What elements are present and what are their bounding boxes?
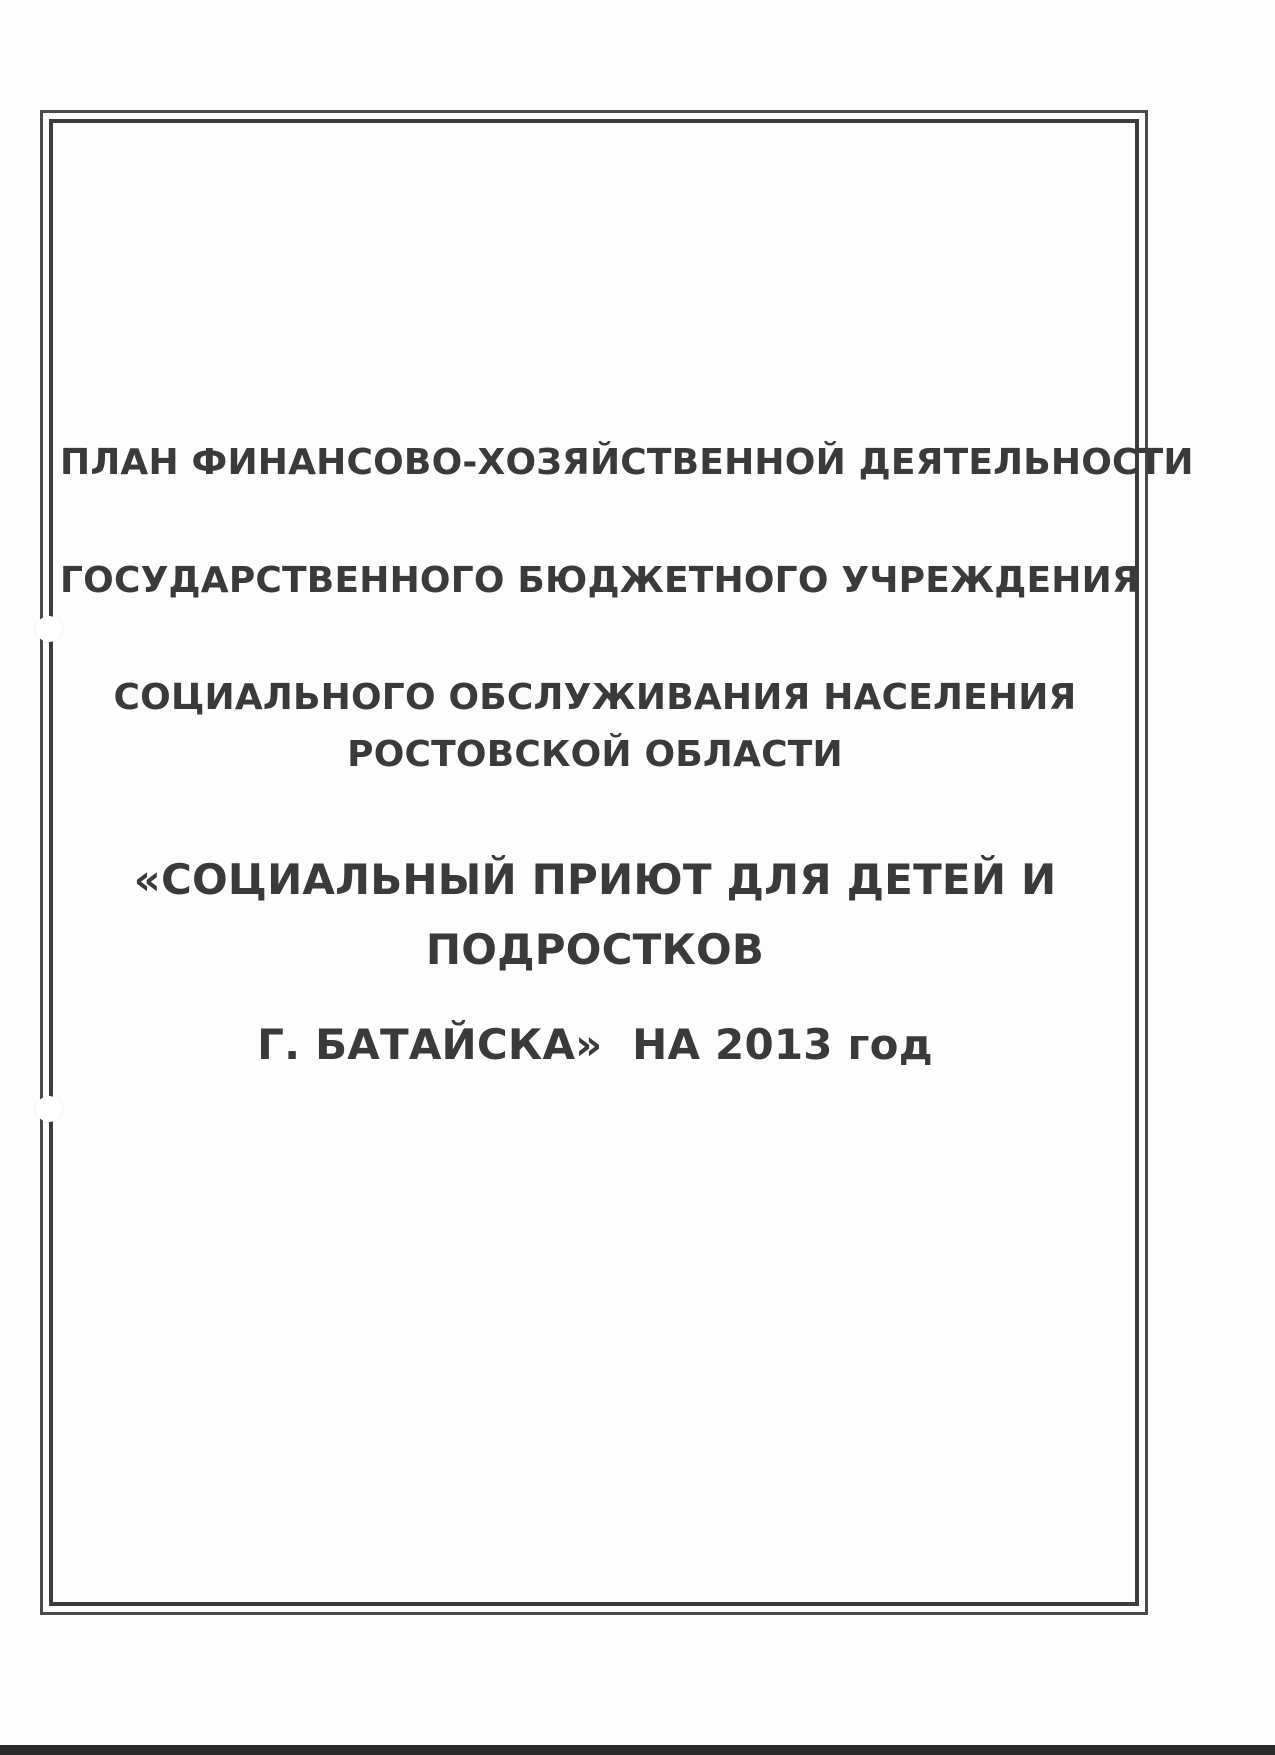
title-line-3: СОЦИАЛЬНОГО ОБСЛУЖИВАНИЯ НАСЕЛЕНИЯ: [113, 677, 1077, 718]
title-line-1: ПЛАН ФИНАНСОВО-ХОЗЯЙСТВЕННОЙ ДЕЯТЕЛЬНОСТИ: [60, 442, 1194, 483]
scan-bottom-edge: [0, 1745, 1275, 1755]
punch-hole: [36, 1096, 62, 1122]
title-line-2: ГОСУДАРСТВЕННОГО БЮДЖЕТНОГО УЧРЕЖДЕНИЯ: [60, 560, 1140, 601]
institution-name-line-1: «СОЦИАЛЬНЫЙ ПРИЮТ ДЛЯ ДЕТЕЙ И: [133, 855, 1057, 904]
punch-hole: [36, 616, 62, 642]
institution-city-year: Г. БАТАЙСКА» НА 2013 год: [257, 1020, 933, 1069]
title-line-4: РОСТОВСКОЙ ОБЛАСТИ: [347, 734, 843, 775]
institution-name-line-2: ПОДРОСТКОВ: [425, 925, 765, 974]
